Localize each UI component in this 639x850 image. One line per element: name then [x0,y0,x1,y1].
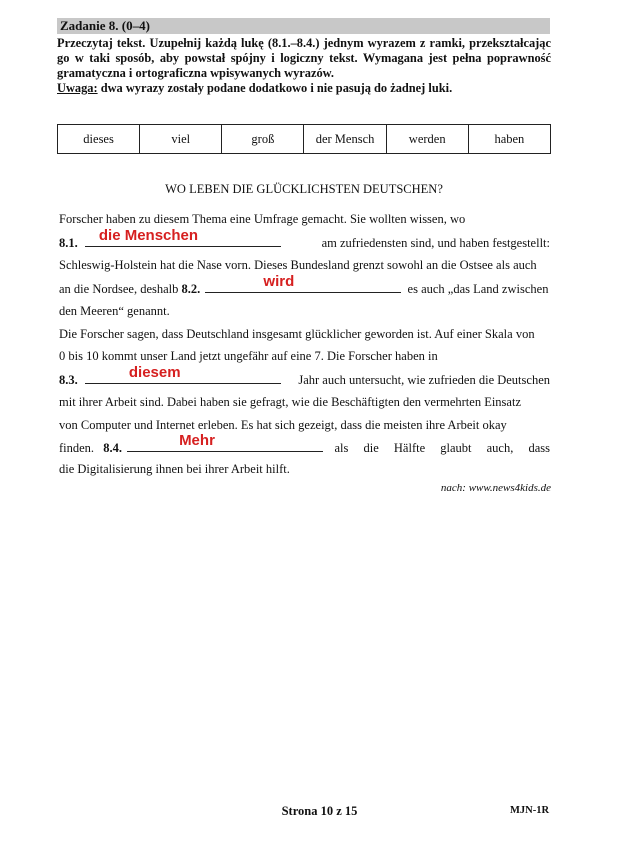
task-header: Zadanie 8. (0–4) [57,18,550,34]
word-box [57,124,551,154]
gap-number: 8.1. [59,236,78,250]
text-line-gap-3 [59,364,550,388]
text-line: 0 bis 10 kommt unser Land jetzt ungefähr auf eine 7. Die Forscher haben in [59,349,438,363]
text-line: Schleswig-Holstein hat die Nase vorn. Dieses Bundesland grenzt sowohl an die Ostsee als auch [59,258,537,272]
text-line: von Computer und Internet erleben. Es hat sich gezeigt, dass die meisten ihre Arbeit okay [59,418,507,432]
word-box-cell: groß [222,125,304,154]
text-segment: am zufriedensten sind, und haben festgestellt: [321,236,550,250]
text-segment: an die Nordsee, deshalb [59,282,179,296]
gap-8-2-field[interactable] [205,273,401,293]
source-citation: nach: www.news4kids.de [440,482,551,494]
text-line-gap-1 [59,227,550,251]
word-box-cell: viel [140,125,222,154]
text-line-gap-2 [59,273,550,297]
gap-number: 8.4. [103,441,122,455]
gap-number: 8.3. [59,373,78,387]
answer-8-4: Mehr [179,432,215,449]
text-line: mit ihrer Arbeit sind. Dabei haben sie gefragt, wie die Beschäftigten den vermehrten Einsatz [59,395,521,409]
note-label: Uwaga: [57,81,98,95]
text-segment: finden. [59,441,95,455]
note-text: dwa wyrazy zostały podane dodatkowo i nie pasują do żadnej luki. [97,81,453,95]
word-box-cell: haben [468,125,550,154]
text-title: WO LEBEN DIE GLÜCKLICHSTEN DEUTSCHEN? [165,182,443,196]
instructions-main: Przeczytaj tekst. Uzupełnij każdą lukę (8.1.–8.4.) jednym wyrazem z ramki, przekształcając go w taki sposób, aby powstał spójny i logiczny tekst. Wymagana jest pełna poprawność gramatyczna i ortograficzna wpisywanych wyrazów. [57,36,551,80]
instructions [57,36,551,96]
gap-number: 8.2. [181,282,201,296]
gap-8-3-field[interactable] [85,364,281,384]
page-number: Strona 10 z 15 [281,804,358,818]
gap-8-1-field[interactable] [85,227,281,247]
answer-8-3: diesem [128,364,181,381]
instructions-note [57,81,551,96]
text-line: den Meeren“ genannt. [59,304,170,318]
text-line-gap-4 [59,432,550,456]
text-line: Die Forscher sagen, dass Deutschland insgesamt glücklicher geworden ist. Auf einer Skala von [59,327,535,341]
answer-8-1: die Menschen [98,227,199,244]
text-line: Forscher haben zu diesem Thema eine Umfrage gemacht. Sie wollten wissen, wo [59,212,466,226]
word-box-cell: der Mensch [304,125,386,154]
text-segment: als die Hälfte glaubt auch, dass [334,441,550,455]
word-box-cell: werden [386,125,468,154]
text-segment: es auch „das Land zwischen [407,282,549,296]
answer-8-2: wird [263,273,295,290]
word-box-cell: dieses [58,125,140,154]
text-segment: Jahr auch untersucht, wie zufrieden die Deutschen [298,373,550,387]
exam-code: MJN-1R [510,805,550,816]
gap-8-4-field[interactable] [127,432,323,452]
text-line: die Digitalisierung ihnen bei ihrer Arbeit hilft. [59,462,290,476]
